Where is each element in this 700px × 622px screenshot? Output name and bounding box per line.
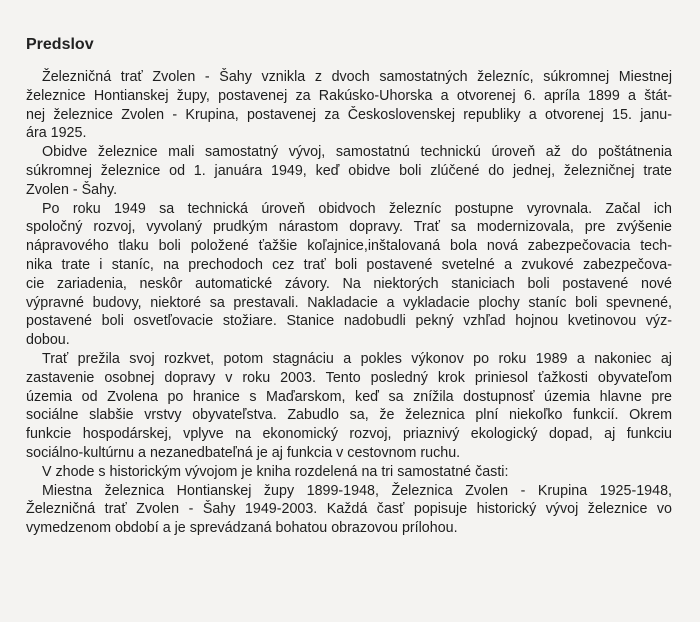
text-line: Po roku 1949 sa technická úroveň obidvoch železníc postupne vyrovnala. Začal ich: [42, 200, 672, 217]
page-title: Predslov: [26, 36, 94, 53]
text-line: nápravového tlaku boli položené ťažšie koľajnice,inštalovaná bola nová zabezpečovacia tech-: [26, 238, 672, 255]
text-line: Obidve železnice mali samostatný vývoj, samostatnú technickú úroveň až do poštátnenia: [42, 144, 672, 161]
preface-body: [26, 68, 672, 538]
text-line: Trať prežila svoj rozkvet, potom stagnáciu a pokles výkonov po roku 1989 a nakoniec aj: [42, 350, 672, 367]
text-line: nej železnice Zvolen - Krupina, postavenej za Československej republiky a otvorenej 15. janu-: [26, 106, 672, 123]
text-line: ára 1925.: [26, 125, 87, 142]
text-line: cie zariadenia, neskôr automatické závory. Na niektorých staniciach boli postavené nové: [26, 275, 672, 292]
text-line: sociálne slabšie vrstvy obyvateľstva. Zabudlo sa, že železnica plní niekoľko funkcií. Okrem: [26, 407, 672, 424]
paragraph: [26, 143, 672, 199]
text-line: Železničná trať Zvolen - Šahy 1949-2003. Každá časť popisuje historický vývoj železnice vo: [26, 501, 672, 518]
text-line: nika trate i staníc, na prechodoch cez trať boli postavené svetelné a zvukové zabezpečova-: [26, 256, 672, 273]
text-line: výpravné budovy, niektoré sa prestavali. Nakladacie a vykladacie plochy staníc boli spevnené,: [26, 294, 672, 311]
text-line: Železničná trať Zvolen - Šahy vznikla z dvoch samostatných železníc, súkromnej Miestnej: [42, 69, 672, 85]
text-line: Miestna železnica Hontianskej župy 1899-1948, Železnica Zvolen - Krupina 1925-1948,: [42, 482, 672, 499]
paragraph: [26, 350, 672, 463]
paragraph: [26, 463, 672, 482]
text-line: súkromnej železnice od 1. januára 1949, keď obidve boli zlúčené do jednej, železničnej trate: [26, 162, 672, 179]
text-line: sociálno-kultúrnu a nezanedbateľná je aj funkcia v cestovnom ruchu.: [26, 444, 461, 461]
text-line: zastavenie osobnej dopravy v roku 2003. Tento posledný krok priniesol ťažkosti obyvateľom: [26, 369, 672, 386]
text-line: železnice Hontianskej župy, postavenej za Rakúsko-Uhorska a otvorenej 6. apríla 1899 a štát-: [26, 87, 672, 104]
text-line: funkcie hospodárskej, vplyve na ekonomický rozvoj, priaznivý ekologický dopad, aj funkciu: [26, 426, 672, 443]
text-line: dobou.: [26, 332, 70, 349]
paragraph: [26, 200, 672, 350]
text-line: Zvolen - Šahy.: [26, 181, 118, 198]
text-line: územia od Zvolena po hranice s Maďarskom, keď sa znížila dostupnosť územia hlavne pre: [26, 388, 672, 405]
text-line: V zhode s historickým vývojom je kniha rozdelená na tri samostatné časti:: [42, 463, 509, 480]
paragraph: [26, 482, 672, 538]
paragraph: [26, 68, 672, 143]
text-line: vymedzenom období a je sprevádzaná bohatou obrazovou prílohou.: [26, 520, 458, 537]
text-line: spoločný rozvoj, vyvolaný prudkým nárastom dopravy. Trať sa modernizovala, pre zvýšenie: [26, 219, 672, 236]
text-line: postavené boli osvetľovacie stožiare. Stanice nadobudli pekný vzhľad hojnou kvetinovou výz-: [26, 313, 672, 330]
